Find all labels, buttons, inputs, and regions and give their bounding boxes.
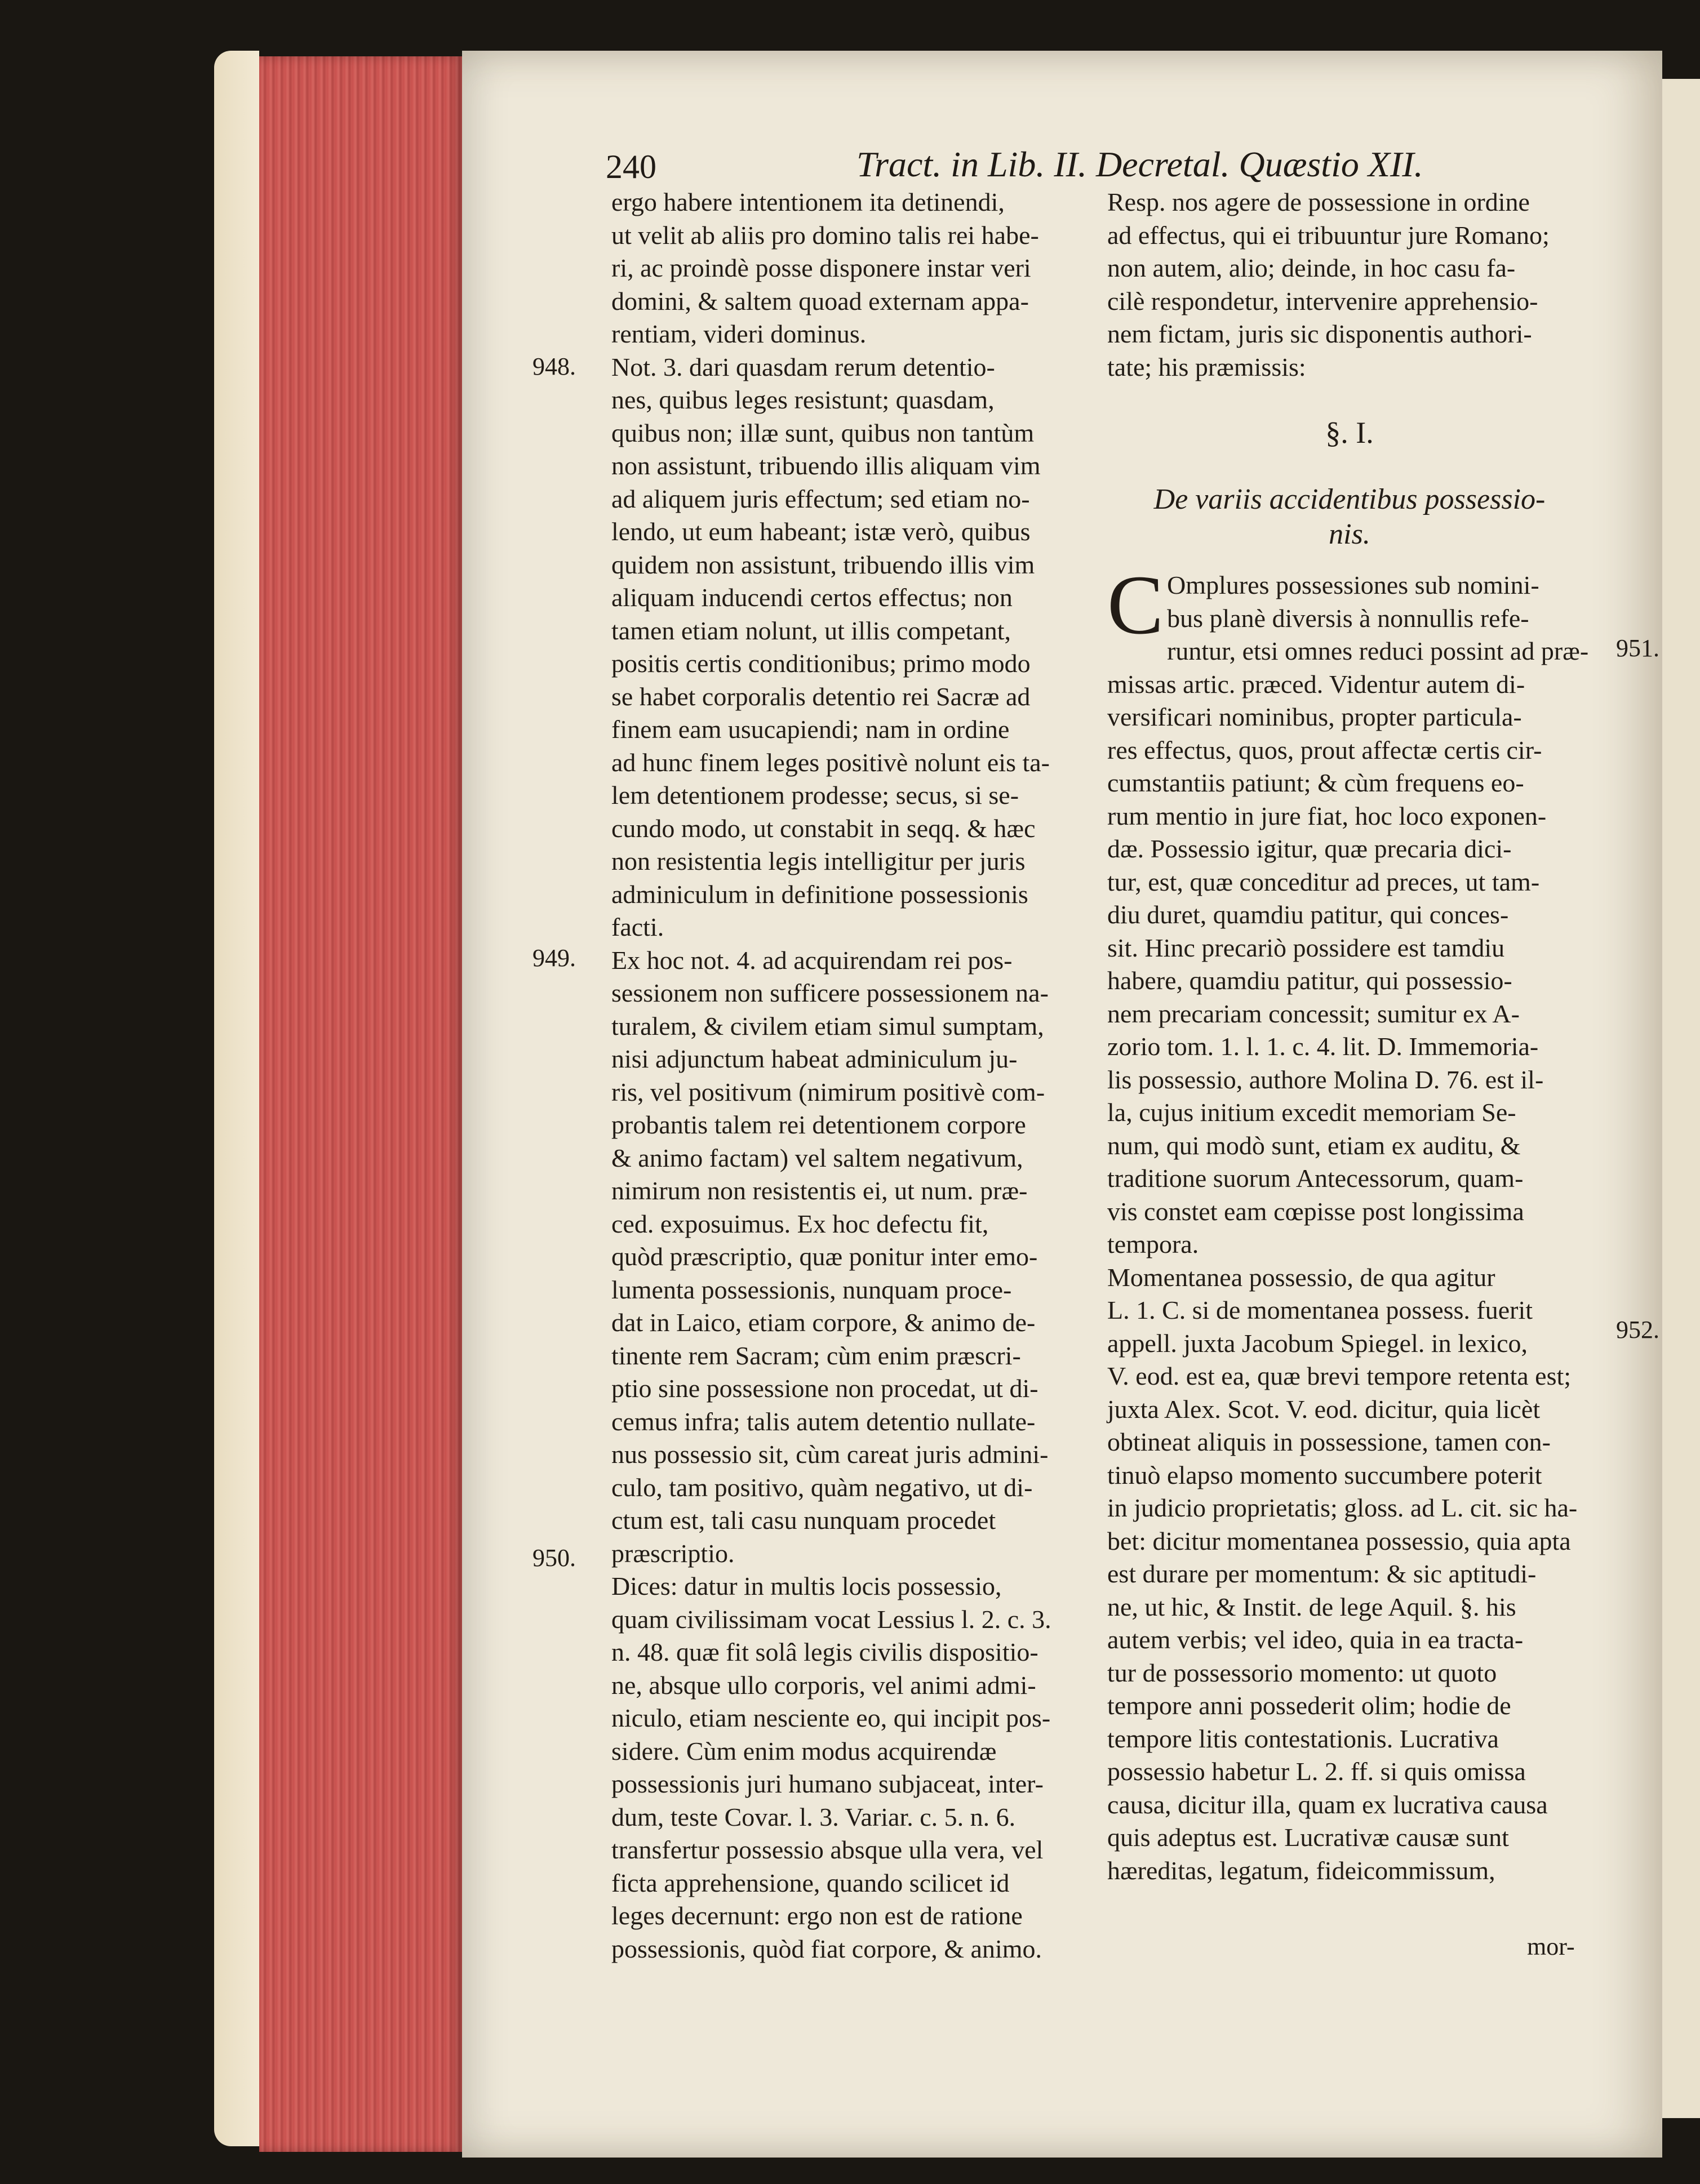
right-column-line: est durare per momentum: & sic aptitudi- xyxy=(1107,1559,1537,1588)
right-column-line: traditione suorum Antecessorum, quam- xyxy=(1107,1164,1524,1193)
left-column-line: probantis talem rei detentionem corpore xyxy=(611,1110,1026,1139)
left-column-line: non assistunt, tribuendo illis aliquam vim xyxy=(611,451,1041,480)
right-column-line: tempore anni possederit olim; hodie de xyxy=(1107,1691,1511,1720)
book-cover-edge xyxy=(214,51,259,2146)
left-column-line: facti. xyxy=(611,913,664,941)
left-column-line: ficta apprehensione, quando scilicet id xyxy=(611,1868,1010,1897)
margin-number-950: 950. xyxy=(532,1544,576,1572)
left-column-line: ri, ac proindè posse disponere instar veri xyxy=(611,253,1031,282)
left-column-line: positis certis conditionibus; primo modo xyxy=(611,649,1031,678)
right-column-line: sit. Hinc precariò possidere est tamdiu xyxy=(1107,933,1505,962)
right-column-line: dæ. Possessio igitur, quæ precaria dici- xyxy=(1107,834,1512,863)
left-column-line: ergo habere intentionem ita detinendi, xyxy=(611,188,1005,216)
right-column-line: hæreditas, legatum, fideicommissum, xyxy=(1107,1856,1495,1885)
right-column-line: obtineat aliquis in possessione, tamen con- xyxy=(1107,1427,1551,1456)
right-column-line: ad effectus, qui ei tribuuntur jure Romano; xyxy=(1107,220,1550,250)
left-column-line: tinente rem Sacram; cùm enim præscri- xyxy=(611,1341,1021,1370)
left-column-line: lendo, ut eum habeant; istæ verò, quibus xyxy=(611,517,1031,546)
right-column-line: tempore litis contestationis. Lucrativa xyxy=(1107,1724,1499,1753)
left-column-line: ne, absque ullo corporis, vel animi admi- xyxy=(611,1670,1036,1700)
right-column-line: Omplures possessiones sub nomini- xyxy=(1167,571,1539,599)
left-column-line: tamen etiam nolunt, ut illis competant, xyxy=(611,616,1011,645)
left-column-line: ced. exposuimus. Ex hoc defectu fit, xyxy=(611,1209,989,1238)
margin-number-948: 948. xyxy=(532,353,576,380)
left-column-line: culo, tam positivo, quàm negativo, ut di- xyxy=(611,1473,1033,1502)
section-heading-line-2: nis. xyxy=(1329,518,1370,550)
drop-cap: C xyxy=(1107,558,1164,652)
right-column-line: nem fictam, juris sic disponentis authori- xyxy=(1107,319,1532,348)
left-column-line: & animo factam) vel saltem negativum, xyxy=(611,1143,1023,1172)
running-title: Tract. in Lib. II. Decretal. Quæstio XII. xyxy=(856,144,1423,184)
left-column-line: lumenta possessionis, nunquam proce- xyxy=(611,1275,1012,1304)
right-column-line: cilè respondetur, intervenire apprehensio- xyxy=(1107,286,1538,315)
left-column-line: sessionem non sufficere possessionem na- xyxy=(611,978,1049,1007)
right-column-line: Resp. nos agere de possessione in ordine xyxy=(1107,188,1530,216)
left-column-line: quam civilissimam vocat Lessius l. 2. c. 3. xyxy=(611,1604,1051,1634)
left-column-line: præscriptio. xyxy=(611,1538,735,1568)
left-column-line: ptio sine possessione non procedat, ut di- xyxy=(611,1374,1038,1403)
left-column-line: Ex hoc not. 4. ad acquirendam rei pos- xyxy=(611,945,1013,975)
right-column-line: rum mentio in jure fiat, hoc loco exponen- xyxy=(1107,801,1547,830)
right-column-line: la, cujus initium excedit memoriam Se- xyxy=(1107,1098,1516,1127)
right-column-line: runtur, etsi omnes reduci possint ad præ- xyxy=(1167,637,1589,665)
right-column-line: non autem, alio; deinde, in hoc casu fa- xyxy=(1107,253,1516,282)
margin-number-952: 952. xyxy=(1616,1316,1659,1344)
right-column xyxy=(1107,186,1592,1887)
section-symbol: §. I. xyxy=(1325,416,1374,450)
left-column-line: leges decernunt: ergo non est de ratione xyxy=(611,1901,1023,1930)
left-column-line: nes, quibus leges resistunt; quasdam, xyxy=(611,385,995,414)
left-column-line: cemus infra; talis autem detentio nullate- xyxy=(611,1407,1036,1436)
page-number: 240 xyxy=(606,148,656,185)
left-column-line: possessionis, quòd fiat corpore, & animo. xyxy=(611,1934,1042,1963)
right-column-line: V. eod. est ea, quæ brevi tempore retenta est; xyxy=(1107,1362,1572,1390)
left-column-line: quidem non assistunt, tribuendo illis vim xyxy=(611,550,1035,579)
right-column-line: L. 1. C. si de momentanea possess. fuerit xyxy=(1107,1296,1533,1324)
right-column-line: possessio habetur L. 2. ff. si quis omissa xyxy=(1107,1757,1526,1786)
right-column-line: quis adeptus est. Lucrativæ causæ sunt xyxy=(1107,1823,1509,1852)
margin-number-951: 951. xyxy=(1616,634,1659,662)
right-column-line: bet: dicitur momentanea possessio, quia apta xyxy=(1107,1526,1571,1555)
left-column-line: quibus non; illæ sunt, quibus non tantùm xyxy=(611,418,1035,447)
right-column-line: lis possessio, authore Molina D. 76. est il- xyxy=(1107,1065,1544,1094)
right-column-line: tate; his præmissis: xyxy=(1107,352,1306,381)
left-column-line: possessionis juri humano subjaceat, inter- xyxy=(611,1769,1044,1798)
right-column-line: tinuò elapso momento succumbere poterit xyxy=(1107,1460,1542,1489)
right-column-line: in judicio proprietatis; gloss. ad L. cit. sic ha- xyxy=(1107,1493,1578,1522)
left-column-line: nimirum non resistentis ei, ut num. præ- xyxy=(611,1176,1028,1205)
left-column-line: domini, & saltem quoad externam appa- xyxy=(611,286,1029,315)
right-column-line: tur, est, quæ conceditur ad preces, ut tam- xyxy=(1107,867,1540,896)
right-column-line: nem precariam concessit; sumitur ex A- xyxy=(1107,999,1520,1028)
left-column-line: nisi adjunctum habeat adminiculum ju- xyxy=(611,1044,1018,1073)
right-column-line: vis constet eam cœpisse post longissima xyxy=(1107,1196,1524,1226)
left-column-line: n. 48. quæ fit solâ legis civilis dispositio- xyxy=(611,1638,1038,1666)
right-column-line: missas artic. præced. Videntur autem di- xyxy=(1107,669,1525,699)
right-column-line: causa, dicitur illa, quam ex lucrativa causa xyxy=(1107,1790,1548,1819)
left-column-line: finem eam usucapiendi; nam in ordine xyxy=(611,715,1010,744)
section-heading-line-1: De variis accidentibus possessio- xyxy=(1153,483,1546,515)
left-column-line: Not. 3. dari quasdam rerum detentio- xyxy=(611,352,995,381)
right-column-line: bus planè diversis à nonnullis refe- xyxy=(1167,603,1529,633)
right-column-line: juxta Alex. Scot. V. eod. dicitur, quia licèt xyxy=(1107,1394,1541,1424)
right-column-line: zorio tom. 1. l. 1. c. 4. lit. D. Immemoria- xyxy=(1107,1032,1539,1061)
left-column-line: niculo, etiam nesciente eo, qui incipit pos- xyxy=(611,1703,1051,1732)
right-column-line: num, qui modò sunt, etiam ex auditu, & xyxy=(1107,1131,1521,1160)
left-column-line: ris, vel positivum (nimirum positivè com- xyxy=(611,1077,1045,1106)
left-column-line: ad aliquem juris effectum; sed etiam no- xyxy=(611,484,1030,513)
right-column-line: tur de possessorio momento: ut quoto xyxy=(1107,1658,1497,1687)
right-column-line: versificari nominibus, propter particula- xyxy=(1107,702,1522,731)
left-column-line: lem detentionem prodesse; secus, si se- xyxy=(611,781,1019,809)
left-column-line: aliquam inducendi certos effectus; non xyxy=(611,583,1013,612)
right-column-line: ne, ut hic, & Instit. de lege Aquil. §. his xyxy=(1107,1592,1516,1621)
left-column-line: rentiam, videri dominus. xyxy=(611,319,867,348)
left-column-line: ctum est, tali casu nunquam procedet xyxy=(611,1506,996,1534)
left-column-line: dum, teste Covar. l. 3. Variar. c. 5. n. 6. xyxy=(611,1802,1016,1831)
left-column-line: transfertur possessio absque ulla vera, vel xyxy=(611,1835,1044,1864)
catchword: mor- xyxy=(1527,1933,1575,1960)
left-column-line: dat in Laico, etiam corpore, & animo de- xyxy=(611,1308,1036,1337)
left-column-line: adminiculum in definitione possessionis xyxy=(611,879,1028,909)
right-column-line: res effectus, quos, prout affectæ certis cir- xyxy=(1107,735,1542,764)
right-column-line: autem verbis; vel ideo, quia in ea tracta- xyxy=(1107,1625,1524,1654)
left-column xyxy=(611,186,1090,1965)
right-column-line: tempora. xyxy=(1107,1230,1199,1258)
left-column-line: nus possessio sit, cùm careat juris admini- xyxy=(611,1440,1049,1469)
red-page-edges xyxy=(259,56,462,2152)
right-column-line: diu duret, quamdiu patitur, qui conces- xyxy=(1107,900,1509,929)
right-column-line: Momentanea possessio, de qua agitur xyxy=(1107,1262,1495,1292)
left-column-line: ut velit ab aliis pro domino talis rei habe- xyxy=(611,220,1039,250)
left-column-line: sidere. Cùm enim modus acquirendæ xyxy=(611,1736,997,1765)
facing-page-edge xyxy=(1662,79,1700,2118)
margin-number-949: 949. xyxy=(532,944,576,972)
left-column-line: se habet corporalis detentio rei Sacræ ad xyxy=(611,682,1031,711)
left-column-line: turalem, & civilem etiam simul sumptam, xyxy=(611,1011,1044,1040)
left-column-line: quòd præscriptio, quæ ponitur inter emo- xyxy=(611,1242,1038,1271)
right-column-line: habere, quamdiu patitur, qui possessio- xyxy=(1107,966,1512,995)
left-column-line: ad hunc finem leges positivè nolunt eis ta- xyxy=(611,748,1050,777)
right-column-line: appell. juxta Jacobum Spiegel. in lexico, xyxy=(1107,1328,1528,1358)
left-column-line: non resistentia legis intelligitur per juris xyxy=(611,847,1026,875)
left-column-line: cundo modo, ut constabit in seqq. & hæc xyxy=(611,813,1036,843)
right-column-line: cumstantiis patiunt; & cùm frequens eo- xyxy=(1107,768,1524,797)
left-column-line: Dices: datur in multis locis possessio, xyxy=(611,1572,1002,1600)
